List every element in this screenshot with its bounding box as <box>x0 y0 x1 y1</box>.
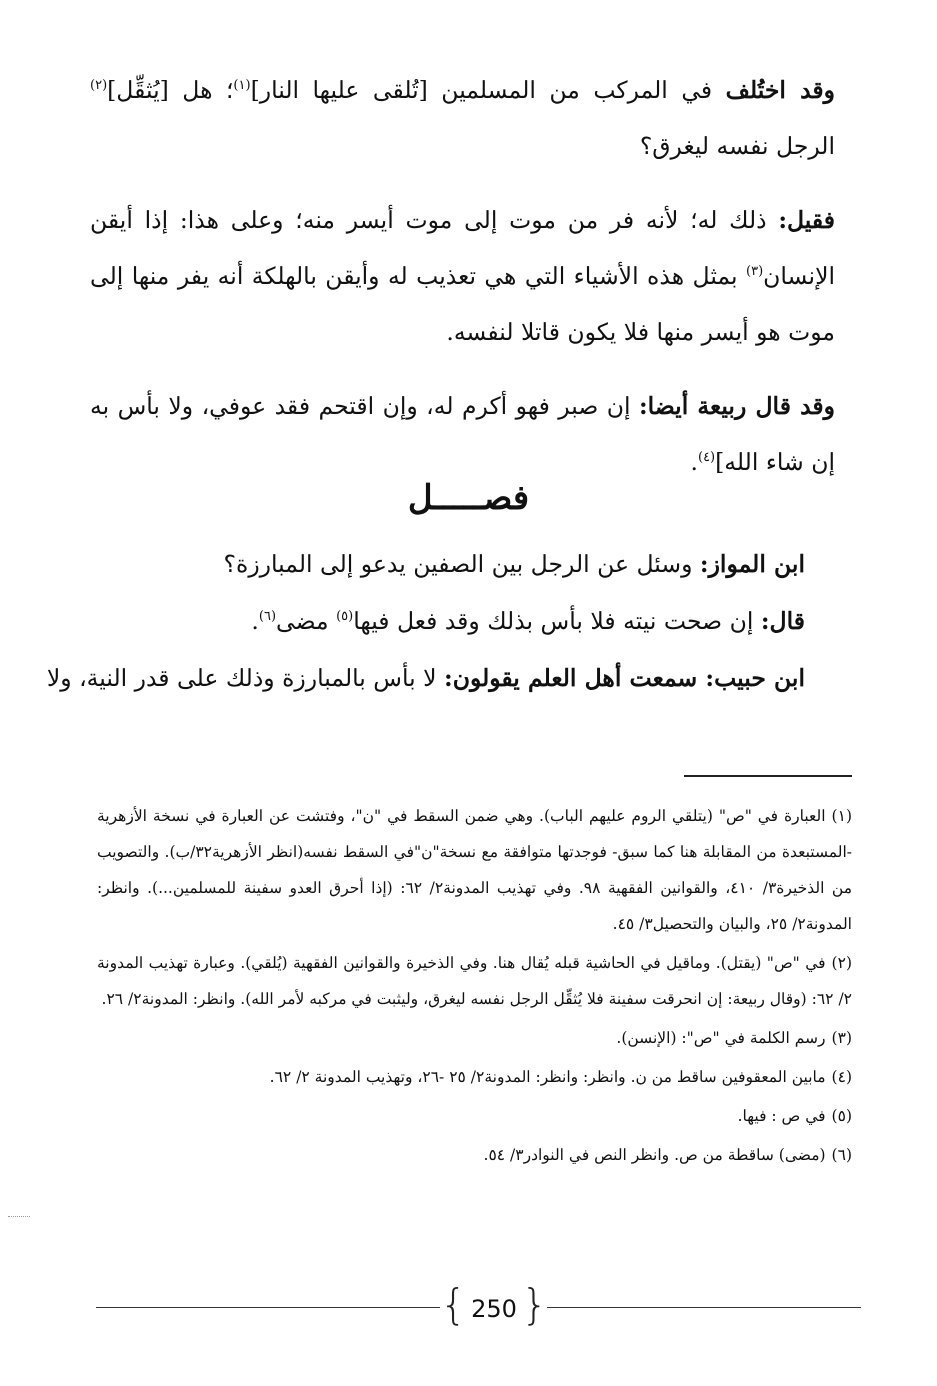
footnote <box>97 945 852 1017</box>
footnote-reference: (٥) <box>336 609 354 625</box>
footnote-text: (مضى) ساقطة من ص. وانظر النص في النوادر٣/ ٥٤. <box>483 1146 826 1164</box>
page-number: 250 <box>471 1295 517 1323</box>
paragraph-text: إن صبر فهو أكرم له، وإن اقتحم فقد عوفي، ولا بأس به إن شاء الله] <box>90 392 835 476</box>
line-text: مضى <box>276 607 337 635</box>
footnotes-block <box>97 798 852 1176</box>
paragraph-text: ؛ هل [يُثقِّل] <box>107 76 234 104</box>
paragraph <box>90 378 835 490</box>
footnote <box>97 1137 852 1173</box>
section-heading: فصـــــل <box>407 478 530 518</box>
paragraph-text: بمثل هذه الأشياء التي هي تعذيب له وأيقن بالهلكة أنه يفر منها إلى موت هو أيسر منها فلا يكون قاتلا لنفسه. <box>90 262 835 346</box>
main-text-block <box>90 62 835 508</box>
margin-scan-mark <box>8 1216 30 1217</box>
footnote-number: (١) <box>831 807 852 825</box>
footnote-text: رسم الكلمة في "ص": (الإنسن). <box>616 1029 826 1047</box>
paragraph-text: ذلك له؛ لأنه فر من موت إلى موت أيسر منه؛ وعلى هذا: إذا أيقن الإنسان <box>90 206 835 290</box>
footnote-number: (٢) <box>831 954 852 972</box>
line-lead: ابن المواز: <box>699 550 805 578</box>
footer-rule-right <box>547 1307 861 1308</box>
line-text: وسئل عن الرجل بين الصفين يدعو إلى المبارزة؟ <box>223 550 700 578</box>
footnote-text: في "ص" (يقتل). وماقيل في الحاشية قبله يُقال هنا. وفي الذخيرة والقوانين الفقهية (يُلقي). وعبارة تهذيب المدونة ٢/ ٦٢: (وقال ربيعة: إن انحرقت سفينة فلا يُثقِّل الرجل نفسه ليغرق، وليثبت في مركبه لأمر الله). وانظر: المدونة٢/ ٢٦. <box>97 954 852 1008</box>
section-text-block <box>46 536 805 707</box>
footnote-number: (٣) <box>831 1029 852 1047</box>
section-line <box>90 593 805 649</box>
footnote-number: (٤) <box>831 1068 852 1086</box>
line-lead: ابن حبيب: سمعت أهل العلم يقولون: <box>444 664 805 692</box>
footnote-reference: (٤) <box>697 450 716 466</box>
footnote-divider <box>684 775 852 777</box>
footnote <box>97 798 852 942</box>
footnote-reference: (١) <box>233 78 251 94</box>
paragraph-lead: وقد اختُلف <box>725 76 835 104</box>
paragraph-text: . <box>690 448 698 476</box>
right-brace-icon: } <box>521 1280 548 1329</box>
paragraph-text: الرجل نفسه ليغرق؟ <box>639 132 835 160</box>
page-number-frame <box>440 1280 548 1331</box>
footnote-text: العبارة في "ص" (يتلقي الروم عليهم الباب). وهي ضمن السقط في "ن"، وفتشت عن العبارة في نسخة الأزهرية -المستبعدة من المقابلة هنا كما سبق- فوجدتها متوافقة مع نسخة"ن"في السقط نفسه(انظر الأزهرية٣٢/ب). والتصويب من الذخيرة٣/ ٤١٠، والقوانين الفقهية ٩٨. وفي تهذيب المدونة٢/ ٦٢: (إذا أحرق العدو سفينة للمسلمين...). وانظر: المدونة٢/ ٢٥، والبيان والتحصيل٣/ ٤٥. <box>97 807 852 933</box>
section-line <box>46 650 805 706</box>
line-text: لا بأس بالمبارزة وذلك على قدر النية، ولا <box>46 664 445 692</box>
footer-rule-left <box>96 1307 440 1308</box>
footnote-text: مابين المعقوفين ساقط من ن. وانظر: وانظر: المدونة٢/ ٢٥ -٢٦، وتهذيب المدونة ٢/ ٦٢. <box>269 1068 826 1086</box>
footnote-text: في ص : فيها. <box>737 1107 826 1125</box>
footnote <box>97 1059 852 1095</box>
footnote-number: (٦) <box>831 1146 852 1164</box>
paragraph <box>90 62 835 174</box>
section-line <box>90 536 805 592</box>
footnote-reference: (٣) <box>746 264 764 280</box>
line-text: إن صحت نيته فلا بأس بذلك وقد فعل فيها <box>353 607 761 635</box>
paragraph <box>90 192 835 360</box>
paragraph-lead: فقيل: <box>778 206 835 234</box>
footnote <box>97 1098 852 1134</box>
paragraph-text: في المركب من المسلمين [تُلقى عليها النار] <box>250 76 726 104</box>
left-brace-icon: { <box>440 1280 467 1329</box>
line-lead: قال: <box>760 607 805 635</box>
footnote-reference: (٢) <box>90 78 108 94</box>
line-text: . <box>251 607 259 635</box>
paragraph-lead: وقد قال ربيعة أيضا: <box>638 392 835 420</box>
page-footer <box>96 1280 861 1335</box>
footnote <box>97 1020 852 1056</box>
footnote-reference: (٦) <box>258 609 277 625</box>
footnote-number: (٥) <box>831 1107 852 1125</box>
